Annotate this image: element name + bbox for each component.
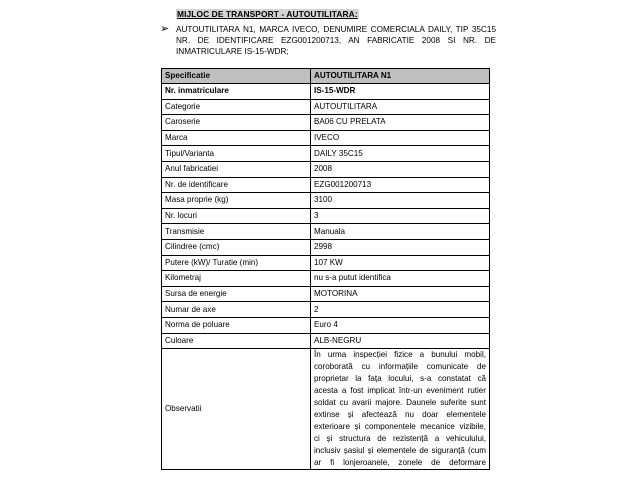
spec-label-cell: Transmisie: [162, 224, 311, 240]
observatii-line: exterioare și componentele mecanice vizibile,: [314, 422, 486, 432]
spec-label-cell: Masa proprie (kg): [162, 193, 311, 209]
spec-value-cell: DAILY 35C15: [311, 146, 490, 162]
observatii-line: ci și structura de rezistență a vehiculului,: [314, 434, 486, 444]
table-row: [162, 317, 490, 333]
observatii-label: Observatii: [162, 349, 311, 470]
observatii-line: acesta a fost implicat într-un eveniment rutier: [314, 386, 486, 396]
table-row: [162, 161, 490, 177]
spec-value-cell: IVECO: [311, 130, 490, 146]
spec-value-cell: Euro 4: [311, 317, 490, 333]
observatii-line: În urma inspecției fizice a bunului mobil,: [314, 350, 486, 360]
observatii-line: soldat cu avarii majore. Daunele suferite sunt: [314, 398, 486, 408]
spec-label-cell: Norma de poluare: [162, 317, 311, 333]
spec-value-cell: AUTOUTILITARA: [311, 99, 490, 115]
table-row: [162, 99, 490, 115]
table-row-observatii: [162, 349, 490, 470]
observatii-line: proprietar la fața locului, s-a constatat că: [314, 374, 486, 384]
spec-label-cell: Anul fabricatiei: [162, 161, 311, 177]
observatii-line: coroborată cu informațiile comunicate de: [314, 362, 486, 372]
table-row: [162, 115, 490, 131]
table-row: [162, 271, 490, 287]
spec-value-cell: BA06 CU PRELATA: [311, 115, 490, 131]
observatii-line: extinse și afectează nu doar elementele: [314, 410, 486, 420]
spec-label-cell: Nr. de identificare: [162, 177, 311, 193]
observatii-line: inclusiv șasiul și elementele de siguranță (cum: [314, 446, 486, 456]
spec-value-cell: Manuala: [311, 224, 490, 240]
spec-label-cell: Putere (kW)/ Turatie (min): [162, 255, 311, 271]
table-row: [162, 177, 490, 193]
vehicle-spec-table: [161, 68, 490, 470]
header-cell-vehicle: AUTOUTILITARA N1: [311, 69, 490, 84]
spec-label-cell: Categorie: [162, 99, 311, 115]
table-row: [162, 239, 490, 255]
header-cell-specificatie: Specificatie: [162, 69, 311, 84]
table-row: [162, 224, 490, 240]
table-row: [162, 208, 490, 224]
vehicle-description: [176, 24, 496, 57]
table-row: [162, 286, 490, 302]
table-row: [162, 84, 490, 100]
spec-value-cell: 3100: [311, 193, 490, 209]
table-row: [162, 302, 490, 318]
spec-value-cell: IS-15-WDR: [311, 84, 490, 100]
spec-value-cell: ALB-NEGRU: [311, 333, 490, 349]
spec-label-cell: Cilindree (cmc): [162, 239, 311, 255]
spec-value-cell: 107 KW: [311, 255, 490, 271]
vehicle-description-line: NR. DE IDENTIFICARE EZG001200713, AN FABRICATIE 2008 SI NR. DE: [176, 36, 496, 45]
observatii-text: [311, 349, 490, 470]
spec-label-cell: Culoare: [162, 333, 311, 349]
table-row: [162, 193, 490, 209]
vehicle-description-line: AUTOUTILITARA N1, MARCA IVECO, DENUMIRE COMERCIALA DAILY, TIP 35C15: [176, 25, 496, 34]
observatii-line: ar fi lonjeroanele, zonele de deformare: [314, 458, 486, 468]
table-row: [162, 146, 490, 162]
spec-label-cell: Sursa de energie: [162, 286, 311, 302]
spec-label-cell: Tipul/Varianta: [162, 146, 311, 162]
spec-value-cell: nu s-a putut identifica: [311, 271, 490, 287]
spec-label-cell: Kilometraj: [162, 271, 311, 287]
table-header-row: [162, 69, 490, 84]
spec-label-cell: Nr. inmatriculare: [162, 84, 311, 100]
spec-label-cell: Marca: [162, 130, 311, 146]
spec-value-cell: MOTORINA: [311, 286, 490, 302]
spec-value-cell: 2008: [311, 161, 490, 177]
spec-value-cell: EZG001200713: [311, 177, 490, 193]
spec-label-cell: Nr. locuri: [162, 208, 311, 224]
section-title: MIJLOC DE TRANSPORT - AUTOUTILITARA:: [177, 9, 358, 19]
spec-value-cell: 2998: [311, 239, 490, 255]
spec-value-cell: 2: [311, 302, 490, 318]
table-row: [162, 130, 490, 146]
spec-value-cell: 3: [311, 208, 490, 224]
table-row: [162, 333, 490, 349]
table-row: [162, 255, 490, 271]
bullet-arrow-icon: ➢: [160, 23, 170, 35]
spec-label-cell: Numar de axe: [162, 302, 311, 318]
vehicle-description-line: INMATRICULARE IS-15-WDR;: [176, 47, 289, 56]
spec-label-cell: Caroserie: [162, 115, 311, 131]
